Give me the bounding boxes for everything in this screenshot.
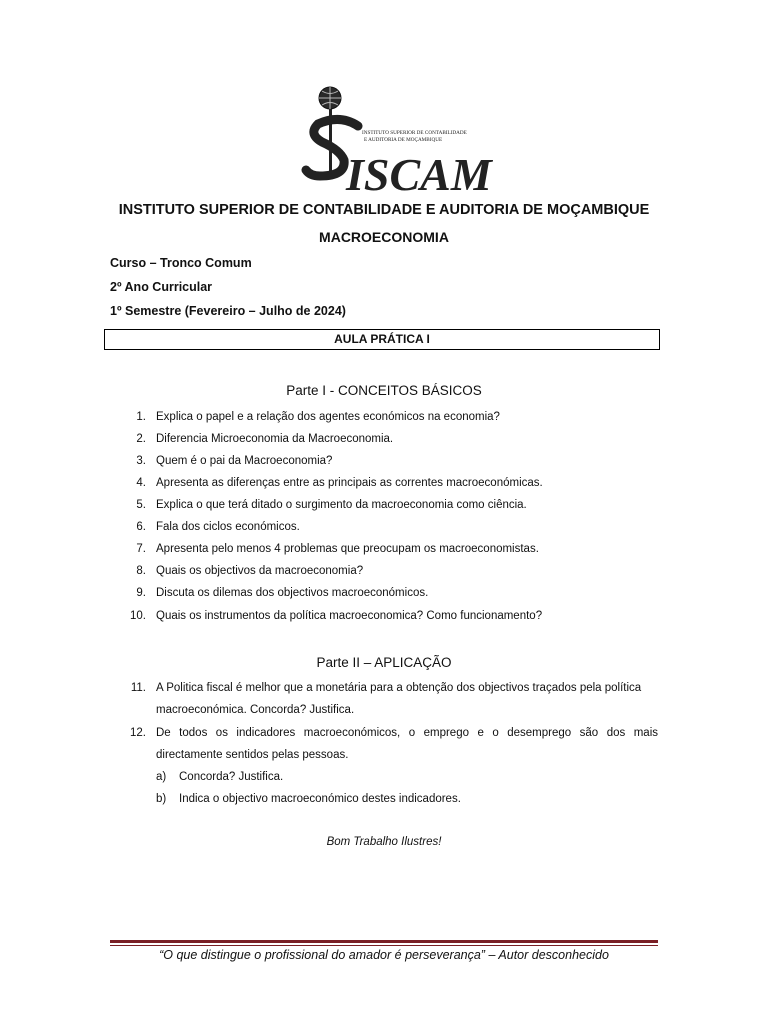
question-text-line2: directamente sentidos pelas pessoas. — [156, 749, 349, 761]
question-text: Apresenta pelo menos 4 problemas que preocupam os macroeconomistas. — [156, 543, 539, 555]
svg-text:E AUDITORIA DE MOÇAMBIQUE: E AUDITORIA DE MOÇAMBIQUE — [364, 137, 443, 143]
sub-item-text: Indica o objectivo macroeconómico destes indicadores. — [179, 793, 461, 805]
semester-period: Fevereiro – Julho de 2024 — [188, 304, 342, 318]
question-text-line1: A Politica fiscal é melhor que a monetária para a obtenção dos objectivos traçados pela política — [156, 682, 642, 694]
sub-item-a — [156, 766, 656, 788]
question-number: 6. — [136, 521, 146, 533]
semester-label: 1º Semestre ( — [110, 304, 189, 318]
question-text: Explica o que terá ditado o surgimento da macroeconomia como ciência. — [156, 499, 527, 511]
question-item — [110, 450, 658, 472]
closing-remark: Bom Trabalho Ilustres! — [326, 836, 442, 848]
semester-info — [110, 304, 346, 318]
question-number: 4. — [136, 477, 146, 489]
question-number: 5. — [136, 499, 146, 511]
question-item — [110, 538, 658, 560]
course-info: Curso – Tronco Comum — [110, 256, 252, 270]
iscam-logo — [300, 84, 492, 200]
question-text-line2: macroeconómica. Concorda? Justifica. — [156, 704, 355, 716]
question-item — [110, 472, 658, 494]
subject-title: MACROECONOMIA — [319, 229, 449, 245]
question-item — [110, 406, 658, 428]
question-number: 8. — [136, 565, 146, 577]
question-text: Fala dos ciclos económicos. — [156, 521, 300, 533]
sub-item-b — [156, 788, 656, 810]
part1-title: Parte I - CONCEITOS BÁSICOS — [286, 383, 482, 398]
question-number: 9. — [136, 587, 146, 599]
question-text: Quais os instrumentos da política macroeconomica? Como funcionamento? — [156, 610, 543, 622]
footer-rule-thin — [110, 945, 658, 946]
part2-title: Parte II – APLICAÇÃO — [316, 655, 452, 670]
question-number: 3. — [136, 455, 146, 467]
aula-banner: AULA PRÁTICA I — [104, 329, 660, 350]
question-text: Quem é o pai da Macroeconomia? — [156, 455, 333, 467]
question-number: 12. — [130, 727, 146, 739]
sub-item-label: a) — [156, 771, 167, 783]
question-number: 2. — [136, 433, 146, 445]
question-number: 10. — [130, 610, 146, 622]
question-item — [110, 516, 658, 538]
question-text: Discuta os dilemas dos objectivos macroeconómicos. — [156, 587, 429, 599]
question-text: Diferencia Microeconomia da Macroeconomia. — [156, 433, 394, 445]
footer-quote: “O que distingue o profissional do amador é perseverança” – Autor desconhecido — [159, 948, 609, 962]
question-number: 1. — [136, 411, 146, 423]
question-item — [110, 494, 658, 516]
svg-text:INSTITUTO SUPERIOR DE CONTABIL: INSTITUTO SUPERIOR DE CONTABILIDADE — [362, 130, 467, 136]
institution-title: INSTITUTO SUPERIOR DE CONTABILIDADE E AUDITORIA DE MOÇAMBIQUE — [118, 202, 650, 218]
svg-text:ISCAM: ISCAM — [346, 149, 492, 200]
question-text-line1: De todos os indicadores macroeconómicos, o emprego e o desemprego são dos mais — [156, 727, 658, 739]
footer-rule-thick — [110, 940, 658, 943]
question-text: Quais os objectivos da macroeconomia? — [156, 565, 364, 577]
question-item — [110, 582, 658, 604]
sub-item-text: Concorda? Justifica. — [179, 771, 284, 783]
question-item — [110, 428, 658, 450]
question-number: 7. — [136, 543, 146, 555]
question-item — [110, 605, 658, 627]
sub-item-label: b) — [156, 793, 167, 805]
question-item-11 — [110, 677, 658, 721]
question-text: Apresenta as diferenças entre as principais as correntes macroeconómicas. — [156, 477, 543, 489]
question-number: 11. — [130, 682, 146, 694]
iscam-logo-graphic — [300, 84, 492, 200]
question-item — [110, 560, 658, 582]
question-text: Explica o papel e a relação dos agentes económicos na economia? — [156, 411, 500, 423]
semester-close: ) — [341, 304, 346, 318]
question-item-12 — [110, 722, 658, 766]
year-info: 2º Ano Curricular — [110, 280, 213, 294]
